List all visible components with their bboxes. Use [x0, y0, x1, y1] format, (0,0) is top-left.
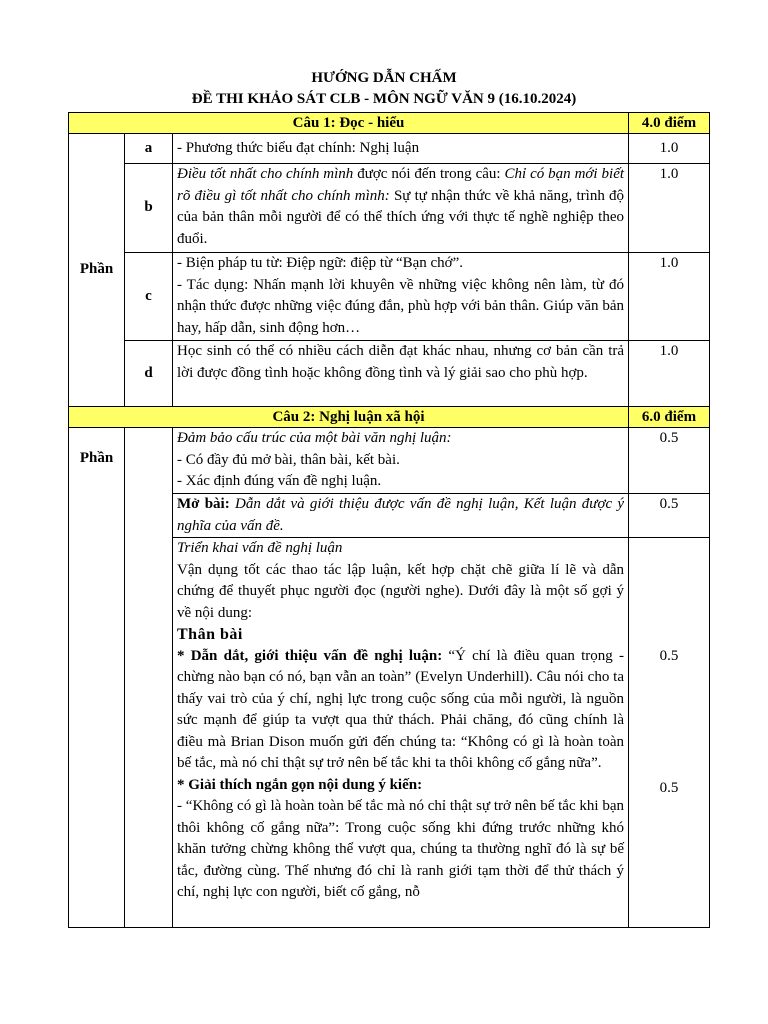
q2-structure-content	[173, 428, 629, 494]
q2-body-b2-head: * Giải thích ngắn gọn nội dung ý kiến:	[177, 776, 423, 793]
q1-b-mid: được nói đến trong câu:	[353, 166, 505, 182]
q2-empty-sub	[125, 428, 173, 928]
q2-body-score1: 0.5	[659, 648, 679, 664]
q1-c-score: 1.0	[629, 253, 710, 341]
grading-table	[68, 112, 710, 928]
q1-row-d	[69, 341, 710, 407]
q2-body-b1	[177, 646, 624, 775]
q2-structure-line2: - Xác định đúng vấn đề nghị luận.	[177, 473, 382, 489]
q2-body-than-bai: Thân bài	[177, 626, 243, 643]
q1-c-line1: - Biện pháp tu từ: Điệp ngữ: điệp từ “Bạn chớ”.	[177, 255, 464, 271]
q1-row-a	[69, 134, 710, 164]
q1-b-score: 1.0	[629, 164, 710, 253]
q2-row-structure	[69, 428, 710, 494]
q1-header-row	[69, 113, 710, 134]
q2-body-score2	[633, 670, 705, 796]
q2-points: 6.0 điểm	[629, 407, 710, 428]
q2-body-b1-text: “Ý chí là điều quan trọng - chừng nào bạn có nó, bạn vẫn an toàn” (Evelyn Underhill). Câu nói cho ta thấy vai trò của ý chí, nghị lực trong cuộc sống của mỗi người, là nguồn sức mạnh để giúp ta vượt qua thử thách. Phải chăng, đó cũng chính là điều mà Brian Dison muốn gửi đến chúng ta: “Không có gì là hoàn toàn bế tắc, mà nó chỉ thật sự trở nên bế tắc khi ta thôi không cố gắng nữa”.	[177, 647, 625, 771]
q1-title: Câu 1: Đọc - hiểu	[69, 113, 629, 134]
q2-body-content	[173, 538, 629, 928]
q2-body-score2-text: 0.5	[659, 779, 679, 796]
q1-a-label: a	[125, 134, 173, 164]
q1-part-label: Phần	[69, 134, 125, 407]
q1-b-rest: Sự tự nhận thức về khả năng, trình độ của bản thân mỗi người để có thể thích ứng với thực tế nghề nghiệp theo đuổi.	[177, 187, 625, 247]
q2-structure-line1: - Có đầy đủ mở bài, thân bài, kết bài.	[177, 451, 400, 468]
q1-c-line2: - Tác dụng: Nhấn mạnh lời khuyên về những việc không nên làm, từ đó nhận thức được những việc đúng đắn, phù hợp với bản thân. Giúp văn bản hay, hấp dẫn, sinh động hơn…	[177, 276, 625, 336]
q1-c-content	[173, 253, 629, 341]
q1-c-label: c	[125, 253, 173, 341]
q2-intro-score: 0.5	[629, 494, 710, 538]
q2-structure-score: 0.5	[629, 428, 710, 494]
q1-points: 4.0 điểm	[629, 113, 710, 134]
q2-header-row	[69, 407, 710, 428]
q1-a-content: - Phương thức biểu đạt chính: Nghị luận	[173, 134, 629, 164]
q2-title: Câu 2: Nghị luận xã hội	[69, 407, 629, 428]
q2-body-score-cell	[629, 538, 710, 928]
q2-intro-italic: Dẫn dắt và giới thiệu được vấn đề nghị luận, Kết luận được ý nghĩa của vấn đề.	[177, 496, 625, 534]
q1-b-label: b	[125, 164, 173, 253]
q2-structure-italic: Đảm bảo cấu trúc của một bài văn nghị luận:	[177, 430, 452, 446]
q2-body-para1: Vận dụng tốt các thao tác lập luận, kết hợp chặt chẽ giữa lí lẽ và dẫn chứng để thuyết phục người đọc (người nghe). Dưới đây là một số gợi ý về nội dung:	[177, 561, 625, 621]
document-subtitle: ĐỀ THI KHẢO SÁT CLB - MÔN NGỮ VĂN 9 (16.10.2024)	[191, 91, 577, 107]
q1-b-content	[173, 164, 629, 253]
q1-a-score: 1.0	[629, 134, 710, 164]
q1-d-label: d	[125, 341, 173, 407]
q1-row-c	[69, 253, 710, 341]
document-title: HƯỚNG DẪN CHẤM	[311, 70, 457, 86]
q2-intro-content	[173, 494, 629, 538]
q2-body-b1-head: * Dẫn dắt, giới thiệu vấn đề nghị luận:	[177, 647, 443, 664]
q2-body-italic-head: Triển khai vấn đề nghị luận	[177, 540, 343, 556]
q1-d-score: 1.0	[629, 341, 710, 407]
q2-body-b2-text: - “Không có gì là hoàn toàn bế tắc mà nó chỉ thật sự trở nên bế tắc khi bạn thôi không cố gắng nữa”: Trong cuộc sống khi đứng trước những khó khăn tưởng chừng không thể vượt qua, chúng ta thường nghĩ đó là sự bế tắc, đường cùng. Thế nhưng đó chỉ là ranh giới tạm thời để thử thách ý chí, nghị lực con người, biết cố gắng, nỗ	[177, 798, 625, 900]
q2-intro-bold: Mở bài:	[177, 496, 230, 512]
q2-part-label: Phần	[69, 428, 125, 928]
q1-d-content: Học sinh có thể có nhiều cách diễn đạt khác nhau, nhưng cơ bản cần trả lời được đồng tình hoặc không đồng tình và lý giải sao cho phù hợp.	[173, 341, 629, 407]
q1-row-b	[69, 164, 710, 253]
q1-b-italic-lead: Điều tốt nhất cho chính mình	[177, 166, 354, 182]
q1-b-italic-quote: Chỉ có bạn mới biết rõ điều gì tốt nhất cho chính mình:	[177, 166, 625, 204]
